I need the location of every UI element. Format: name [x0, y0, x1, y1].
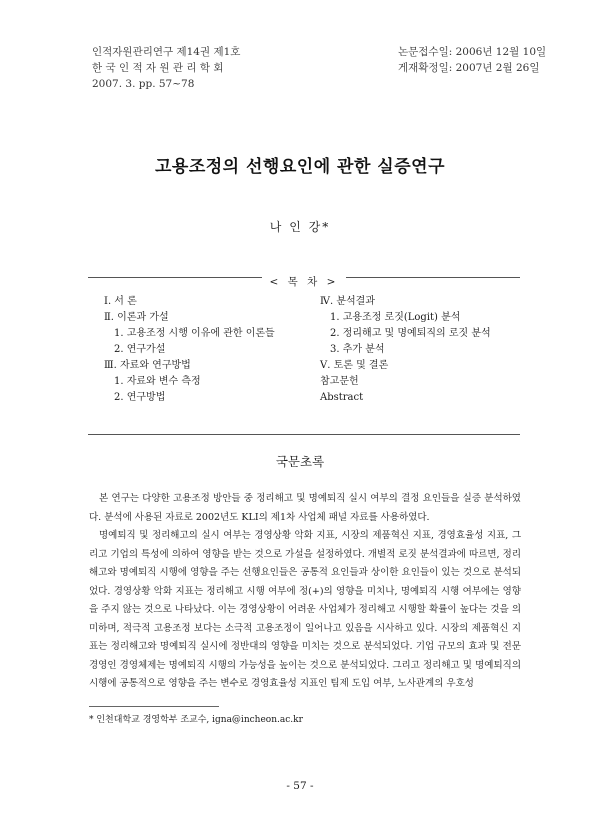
toc-item: 3. 추가 분석 [330, 344, 385, 355]
received-date: 논문접수일: 2006년 12월 10일 [398, 46, 547, 58]
journal-name: 인적자원관리연구 제14권 제1호 [92, 46, 241, 58]
accepted-date: 게재확정일: 2007년 2월 26일 [398, 62, 540, 74]
abstract-paragraph: 명예퇴직 및 정리해고의 실시 여부는 경영상황 악화 지표, 시장의 제품혁신 지표, 경영효율성 지표, 그리고 기업의 특성에 의하여 영향을 받는 것으로 가설을 설정하였다. 개별적 로짓 분석결과에 따르면, 정리해고와 명예퇴직 시행에 영향을 주는 선행요인들은 공통적 요인들과 상이한 요인들이 있는 것으로 분석되었다. 경영상황 악화 지표는 정리해고 시행 여부에 정(+)의 영향을 미치나, 명예퇴직 시행 여부에는 영향을 주지 않는 것으로 나타났다. 이는 경영상황이 어려운 사업체가 정리해고 시행할 확률이 높다는 것을 의미하며, 적극적 고용조정 보다는 소극적 고용조정이 일어나고 있음을 시사하고 있다. 시장의 제품혁신 지표는 정리해고와 명예퇴직 실시에 정반대의 영향을 미치는 것으로 분석되었다. 기업 규모의 효과 및 전문경영인 경영체제는 명예퇴직 시행의 가능성을 높이는 것으로 분석되었다. 그리고 정리해고 및 명예퇴직의 시행에 공통적으로 영향을 주는 변수로 경영효율성 지표인 팀제 도입 여부, 노사관계의 우호성 [89, 530, 521, 689]
toc-item: Ⅳ. 분석결과 [320, 296, 375, 307]
toc-item: 1. 자료와 변수 측정 [114, 376, 201, 387]
toc-item: Ⅴ. 토론 및 결론 [320, 360, 389, 371]
toc-item: 2. 연구가설 [114, 344, 166, 355]
toc-item: Abstract [320, 392, 364, 403]
abstract-heading: 국문초록 [275, 454, 325, 469]
submission-dates [398, 44, 546, 76]
toc-item: 1. 고용조정 시행 이유에 관한 이론들 [114, 328, 275, 339]
toc-right-column [320, 294, 491, 406]
toc-item: Ⅱ. 이론과 가설 [104, 312, 169, 323]
toc-heading: < 목 차 > [262, 276, 347, 288]
toc-item: 1. 고용조정 로짓(Logit) 분석 [330, 312, 461, 323]
toc-left-column [104, 294, 275, 406]
author-footnote: * 인천대학교 경영학부 조교수, igna@incheon.ac.kr [89, 715, 303, 725]
issue-pages: 2007. 3. pp. 57~78 [92, 78, 195, 90]
table-of-contents [88, 277, 520, 435]
toc-item: 2. 정리해고 및 명예퇴직의 로짓 분석 [330, 328, 491, 339]
society-name: 한 국 인 적 자 원 관 리 학 회 [92, 62, 224, 74]
author-name: 나 인 강* [269, 220, 331, 234]
toc-item: Ⅰ. 서 론 [104, 296, 137, 307]
toc-item: Ⅲ. 자료와 연구방법 [104, 360, 191, 371]
paper-title: 고용조정의 선행요인에 관한 실증연구 [154, 157, 445, 177]
journal-info [92, 44, 240, 92]
toc-item: 2. 연구방법 [114, 392, 166, 403]
abstract-paragraph: 본 연구는 다양한 고용조정 방안들 중 정리해고 및 명예퇴직 실시 여부의 결정 요인들을 실증 분석하였다. 분석에 사용된 자료로 2002년도 KLI의 제1차 사업체 패널 자료를 사용하였다. [89, 493, 521, 523]
toc-item: 참고문헌 [320, 376, 359, 387]
abstract-body [89, 490, 521, 694]
page-number: - 57 - [286, 780, 314, 792]
footnote-divider [89, 706, 219, 707]
